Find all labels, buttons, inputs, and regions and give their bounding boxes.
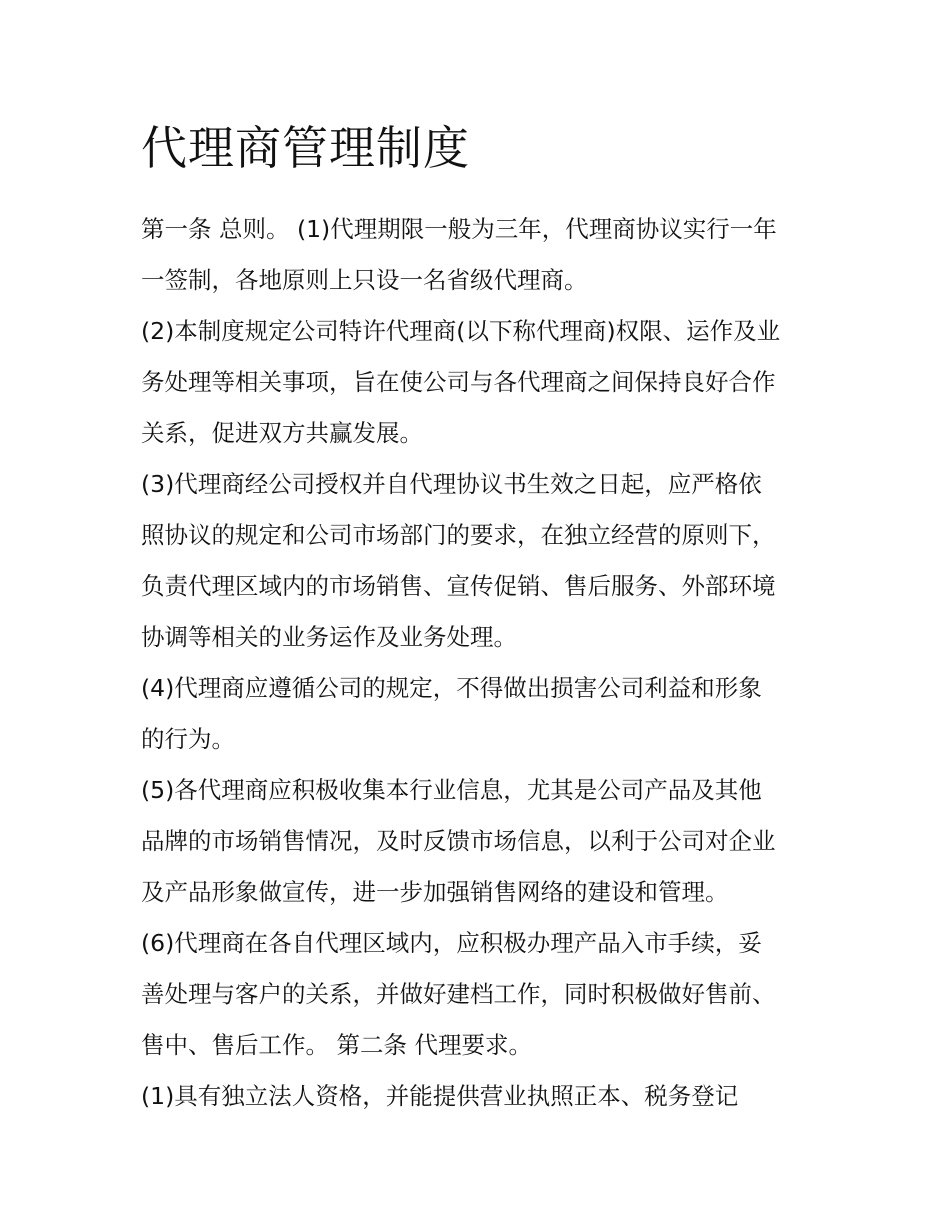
text-line: 及产品形象做宣传，进一步加强销售网络的建设和管理。 [141,878,729,906]
text-line: 关系，促进双方共赢发展。 [141,419,423,447]
document-title: 代理商管理制度 [141,121,470,175]
text-line: 第一条 总则。 (1)代理期限一般为三年，代理商协议实行一年 [141,215,777,243]
paragraph-1 [141,204,821,306]
text-line: 品牌的市场销售情况，及时反馈市场信息，以利于公司对企业 [141,827,776,855]
paragraph-4 [141,663,821,765]
text-line: (2)本制度规定公司特许代理商(以下称代理商)权限、运作及业 [141,317,781,345]
paragraph-3 [141,459,821,663]
text-line: 一签制，各地原则上只设一名省级代理商。 [141,266,588,294]
text-line: (1)具有独立法人资格，并能提供营业执照正本、税务登记 [141,1082,739,1110]
text-line: (4)代理商应遵循公司的规定，不得做出损害公司利益和形象 [141,674,762,702]
document-page [141,118,821,1122]
text-line: 照协议的规定和公司市场部门的要求，在独立经营的原则下， [141,521,776,549]
paragraph-2 [141,306,821,459]
text-line: (3)代理商经公司授权并自代理协议书生效之日起，应严格依 [141,470,762,498]
paragraph-5 [141,765,821,918]
paragraph-6 [141,918,821,1071]
text-line: (6)代理商在各自代理区域内，应积极办理产品入市手续，妥 [141,929,762,957]
text-line: 协调等相关的业务运作及业务处理。 [141,623,517,651]
text-line: 的行为。 [141,725,235,753]
text-line: (5)各代理商应积极收集本行业信息，尤其是公司产品及其他 [141,776,762,804]
text-line: 务处理等相关事项，旨在使公司与各代理商之间保持良好合作 [141,368,776,396]
text-line: 善处理与客户的关系，并做好建档工作，同时积极做好售前、 [141,980,776,1008]
text-line: 负责代理区域内的市场销售、宣传促销、售后服务、外部环境 [141,572,776,600]
text-line: 售中、售后工作。 第二条 代理要求。 [141,1031,532,1059]
paragraph-7 [141,1071,821,1122]
